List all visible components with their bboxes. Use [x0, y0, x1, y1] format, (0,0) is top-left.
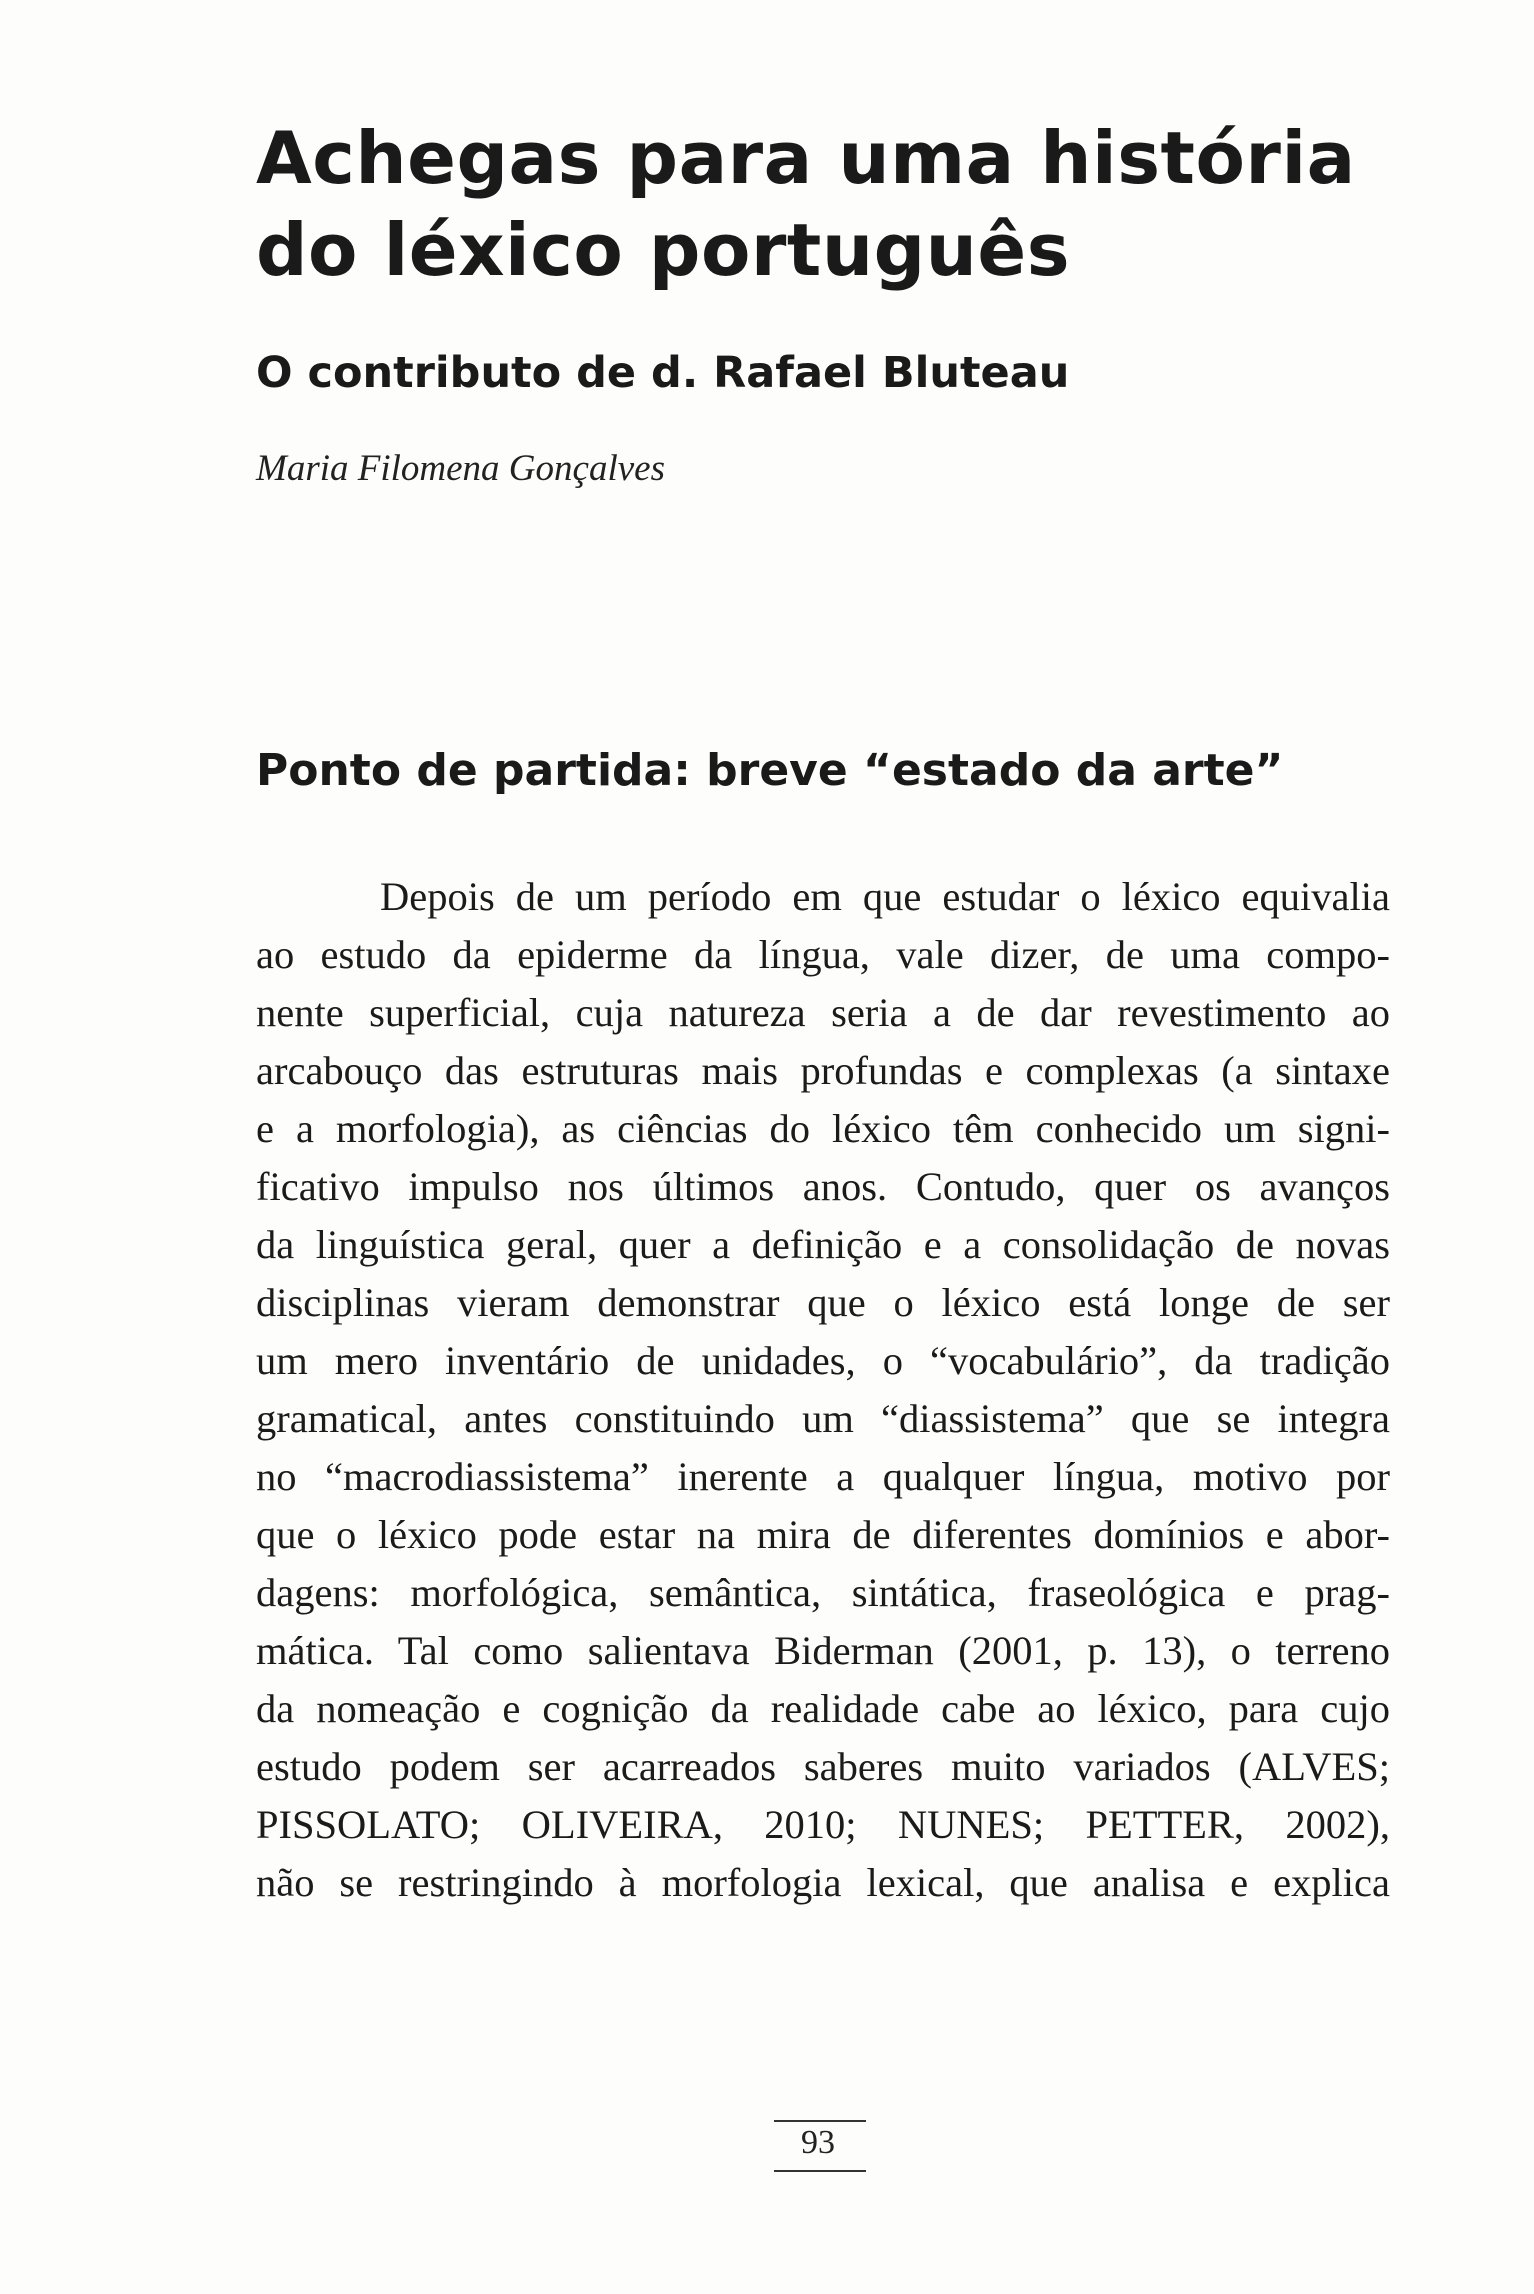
paragraph-line: um mero inventário de unidades, o “vocabulário”, da tradição [256, 1338, 1390, 1383]
paragraph-line: não se restringindo à morfologia lexical, que analisa e explica [256, 1860, 1390, 1905]
paragraph-line: mática. Tal como salientava Biderman (2001, p. 13), o terreno [256, 1628, 1390, 1673]
title-line-2: do léxico português [256, 208, 1071, 292]
paragraph-line: PISSOLATO; OLIVEIRA, 2010; NUNES; PETTER, 2002), [256, 1802, 1390, 1847]
paragraph-line: no “macrodiassistema” inerente a qualquer língua, motivo por [256, 1454, 1390, 1499]
article-author: Maria Filomena Gonçalves [256, 448, 665, 489]
page-number-rule-top [774, 2120, 866, 2122]
paragraph-line: disciplinas vieram demonstrar que o léxico está longe de ser [256, 1280, 1390, 1325]
paragraph-line: que o léxico pode estar na mira de diferentes domínios e abor- [256, 1512, 1390, 1557]
paragraph-line: e a morfologia), as ciências do léxico têm conhecido um signi- [256, 1106, 1390, 1151]
paragraph-line: estudo podem ser acarreados saberes muito variados (ALVES; [256, 1744, 1390, 1789]
paragraph-line: dagens: morfológica, semântica, sintática, fraseológica e prag- [256, 1570, 1390, 1615]
paragraph-line: gramatical, antes constituindo um “diassistema” que se integra [256, 1396, 1390, 1441]
paragraph-line: ficativo impulso nos últimos anos. Contudo, quer os avanços [256, 1164, 1390, 1209]
article-subtitle: O contributo de d. Rafael Bluteau [256, 348, 1070, 398]
page-number-rule-bottom [774, 2170, 866, 2172]
paragraph-line: nente superficial, cuja natureza seria a de dar revestimento ao [256, 990, 1390, 1035]
paragraph-line: Depois de um período em que estudar o léxico equivalia [380, 874, 1390, 919]
paragraph-line: ao estudo da epiderme da língua, vale dizer, de uma compo- [256, 932, 1390, 977]
title-line-1: Achegas para uma história [256, 116, 1356, 200]
paragraph-line: da linguística geral, quer a definição e a consolidação de novas [256, 1222, 1390, 1267]
paragraph-line: arcabouço das estruturas mais profundas e complexas (a sintaxe [256, 1048, 1390, 1093]
body-paragraph [256, 868, 1390, 1912]
article-title [256, 112, 1356, 296]
section-heading: Ponto de partida: breve “estado da arte” [256, 745, 1284, 796]
page-number: 93 [801, 2124, 835, 2161]
paragraph-line: da nomeação e cognição da realidade cabe ao léxico, para cujo [256, 1686, 1390, 1731]
